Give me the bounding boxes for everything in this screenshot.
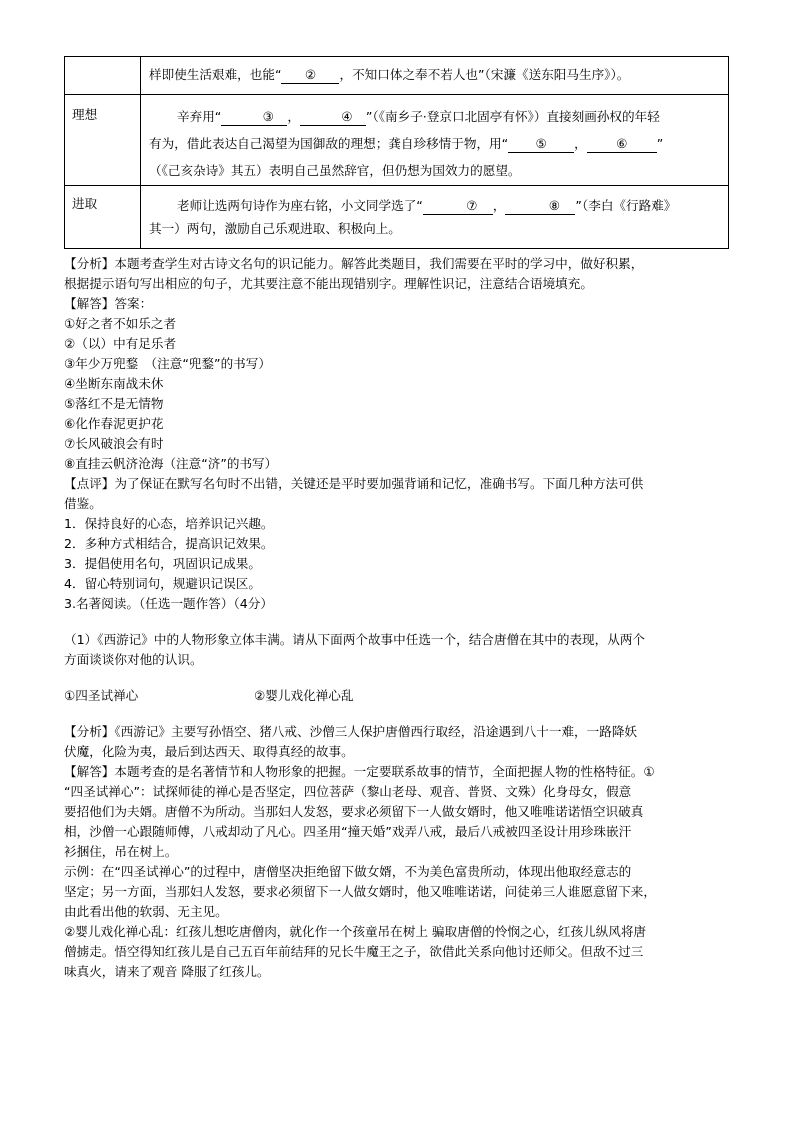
sub-question-line: 方面谈谈你对他的认识。 [64,652,203,667]
text-segment: ， [574,136,587,151]
document-body [64,254,730,982]
row-line [149,132,722,155]
answer-line: 【解答】本题考查的是名著情节和人物形象的把握。一定要联系故事的情节，全面把握人物的性格特征。① [64,764,655,779]
row-category: 理想 [65,95,141,185]
option-2: ②婴儿戏化禅心乱 [254,688,354,703]
row-category [65,57,141,94]
blank-6: ⑥ [587,136,657,153]
answer-item: ②（以）中有足乐者 [64,336,177,351]
answer-item: ⑥化作春泥更护花 [64,416,164,431]
row-line [149,105,722,128]
answer-item: ⑧直挂云帆济沧海（注意“济”的书写） [64,456,278,471]
answer-line: “四圣试禅心”：试探师徒的禅心是否坚定，四位菩萨（黎山老母、观音、普贤、文殊）化身母女，假意 [64,784,632,799]
tip-item: 4．留心特别词句，规避识记误区。 [64,576,261,591]
row-content [141,186,729,248]
poetry-dictation-table [64,56,729,249]
answer-item: ③年少万兜鍪 （注意“兜鍪”的书写） [64,356,271,371]
analysis-line: 【分析】本题考查学生对古诗文名句的识记能力。解答此类题目，我们需要在平时的学习中，做好积累， [64,256,644,271]
blank-7: ⑦ [423,198,493,215]
blank-3: ③ [221,109,287,126]
answer-item: ④坐断东南战未休 [64,376,164,391]
spacer [64,670,730,686]
tip-item: 1．保持良好的心态，培养识记兴趣。 [64,516,274,531]
answer-item: ①好之者不如乐之者 [64,316,177,331]
analysis-line: 【分析】《西游记》主要写孙悟空、猪八戒、沙僧三人保护唐僧西行取经，沿途遇到八十一难，一路降妖 [64,724,638,739]
answer-line: 相，沙僧一心跟随师傅，八戒却动了凡心。四圣用“撞天婚”戏弄八戒，最后八戒被四圣设计用珍珠嵌汗 [64,824,632,839]
text-segment: 样即使生活艰难，也能“ [149,67,282,82]
row-content [141,57,729,94]
table-row-progress [65,186,729,249]
text-segment: 老师让选两句诗作为座右铭，小文同学选了“ [177,198,423,213]
blank-8: ⑧ [505,198,575,215]
answer-line: 僧掳走。悟空得知红孩儿是自己五百年前结拜的兄长牛魔王之子，欲借此关系向他讨还师父。但敌不过三 [64,944,644,959]
answer-line: 坚定；另一方面，当那妇人发怒，要求必须留下一人做女婿时，他又唯唯诺诺，问徒弟三人谁愿意留下来， [64,884,656,899]
text-segment: ”（《南乡子·登京口北固亭有怀》）直接刻画孙权的年轻 [365,109,660,124]
tip-item: 2．多种方式相结合，提高识记效果。 [64,536,274,551]
sub-question-line: （1）《西游记》中的人物形象立体丰满。请从下面两个故事中任选一个，结合唐僧在其中的表现，从两个 [64,632,646,647]
row-category: 进取 [65,186,141,248]
answer-line: 由此看出他的软弱、无主见。 [64,904,228,919]
analysis-line: 伏魔，化险为夷，最后到达西天、取得真经的故事。 [64,744,354,759]
spacer [64,614,730,630]
spacer [64,706,730,722]
text-segment: ”（李白《行路难》 [575,198,677,213]
text-segment: ” [656,136,664,151]
blank-4: ④ [300,109,366,126]
answer-line: 衫捆住，吊在树上。 [64,844,178,859]
answer-line: 味真火，请来了观音 降服了红孩儿。 [64,964,270,979]
tip-item: 3．提倡使用名句，巩固识记成果。 [64,556,261,571]
answer-line: ②婴儿戏化禅心乱：红孩儿想吃唐僧肉，就化作一个孩童吊在树上 骗取唐僧的怜悯之心，红孩儿纵风将唐 [64,924,647,939]
answer-item: ⑦长风破浪会有时 [64,436,164,451]
row-content [141,95,729,185]
row-line: （《己亥杂诗》其五）表明自己虽然辞官，但仍想为国效力的愿望。 [149,163,521,178]
text-segment: ， [492,198,506,213]
table-row-ideal [65,95,729,186]
text-segment: 有为，借此表达自己渴望为国御敌的理想；龚自珍移情于物，用“ [149,136,509,151]
answer-item: ⑤落红不是无情物 [64,396,164,411]
answer-line: 要招他们为夫婿。唐僧不为所动。当那妇人发怒，要求必须留下一人做女婿时，他又唯唯诺诺悟空识破真 [64,804,644,819]
comment-line: 【点评】为了保证在默写名句时不出错，关键还是平时要加强背诵和记忆，准确书写。下面几种方法可供 [64,476,644,491]
answer-heading: 【解答】答案： [64,296,153,311]
blank-2: ② [281,67,339,84]
table-row [65,57,729,95]
option-1: ①四圣试禅心 [64,688,139,703]
answer-line: 示例：在“四圣试禅心”的过程中，唐僧坚决拒绝留下做女婿，不为美色富贵所动，体现出他取经意志的 [64,864,632,879]
text-segment: ，不知口体之奉不若人也”（宋濂《送东阳马生序》）。 [339,67,630,82]
question-title: 3.名著阅读。（任选一题作答）（4分） [64,596,273,611]
story-options [64,686,730,706]
row-line: 其一）两句，激励自己乐观进取、积极向上。 [149,221,401,236]
text-segment: 辛弃用“ [177,109,222,124]
row-line [149,194,722,217]
blank-5: ⑤ [508,136,574,153]
comment-line: 借鉴。 [64,496,102,511]
analysis-line: 根据提示语句写出相应的句子，尤其要注意不能出现错别字。理解性识记，注意结合语境填充。 [64,276,593,291]
text-segment: ， [287,109,300,124]
